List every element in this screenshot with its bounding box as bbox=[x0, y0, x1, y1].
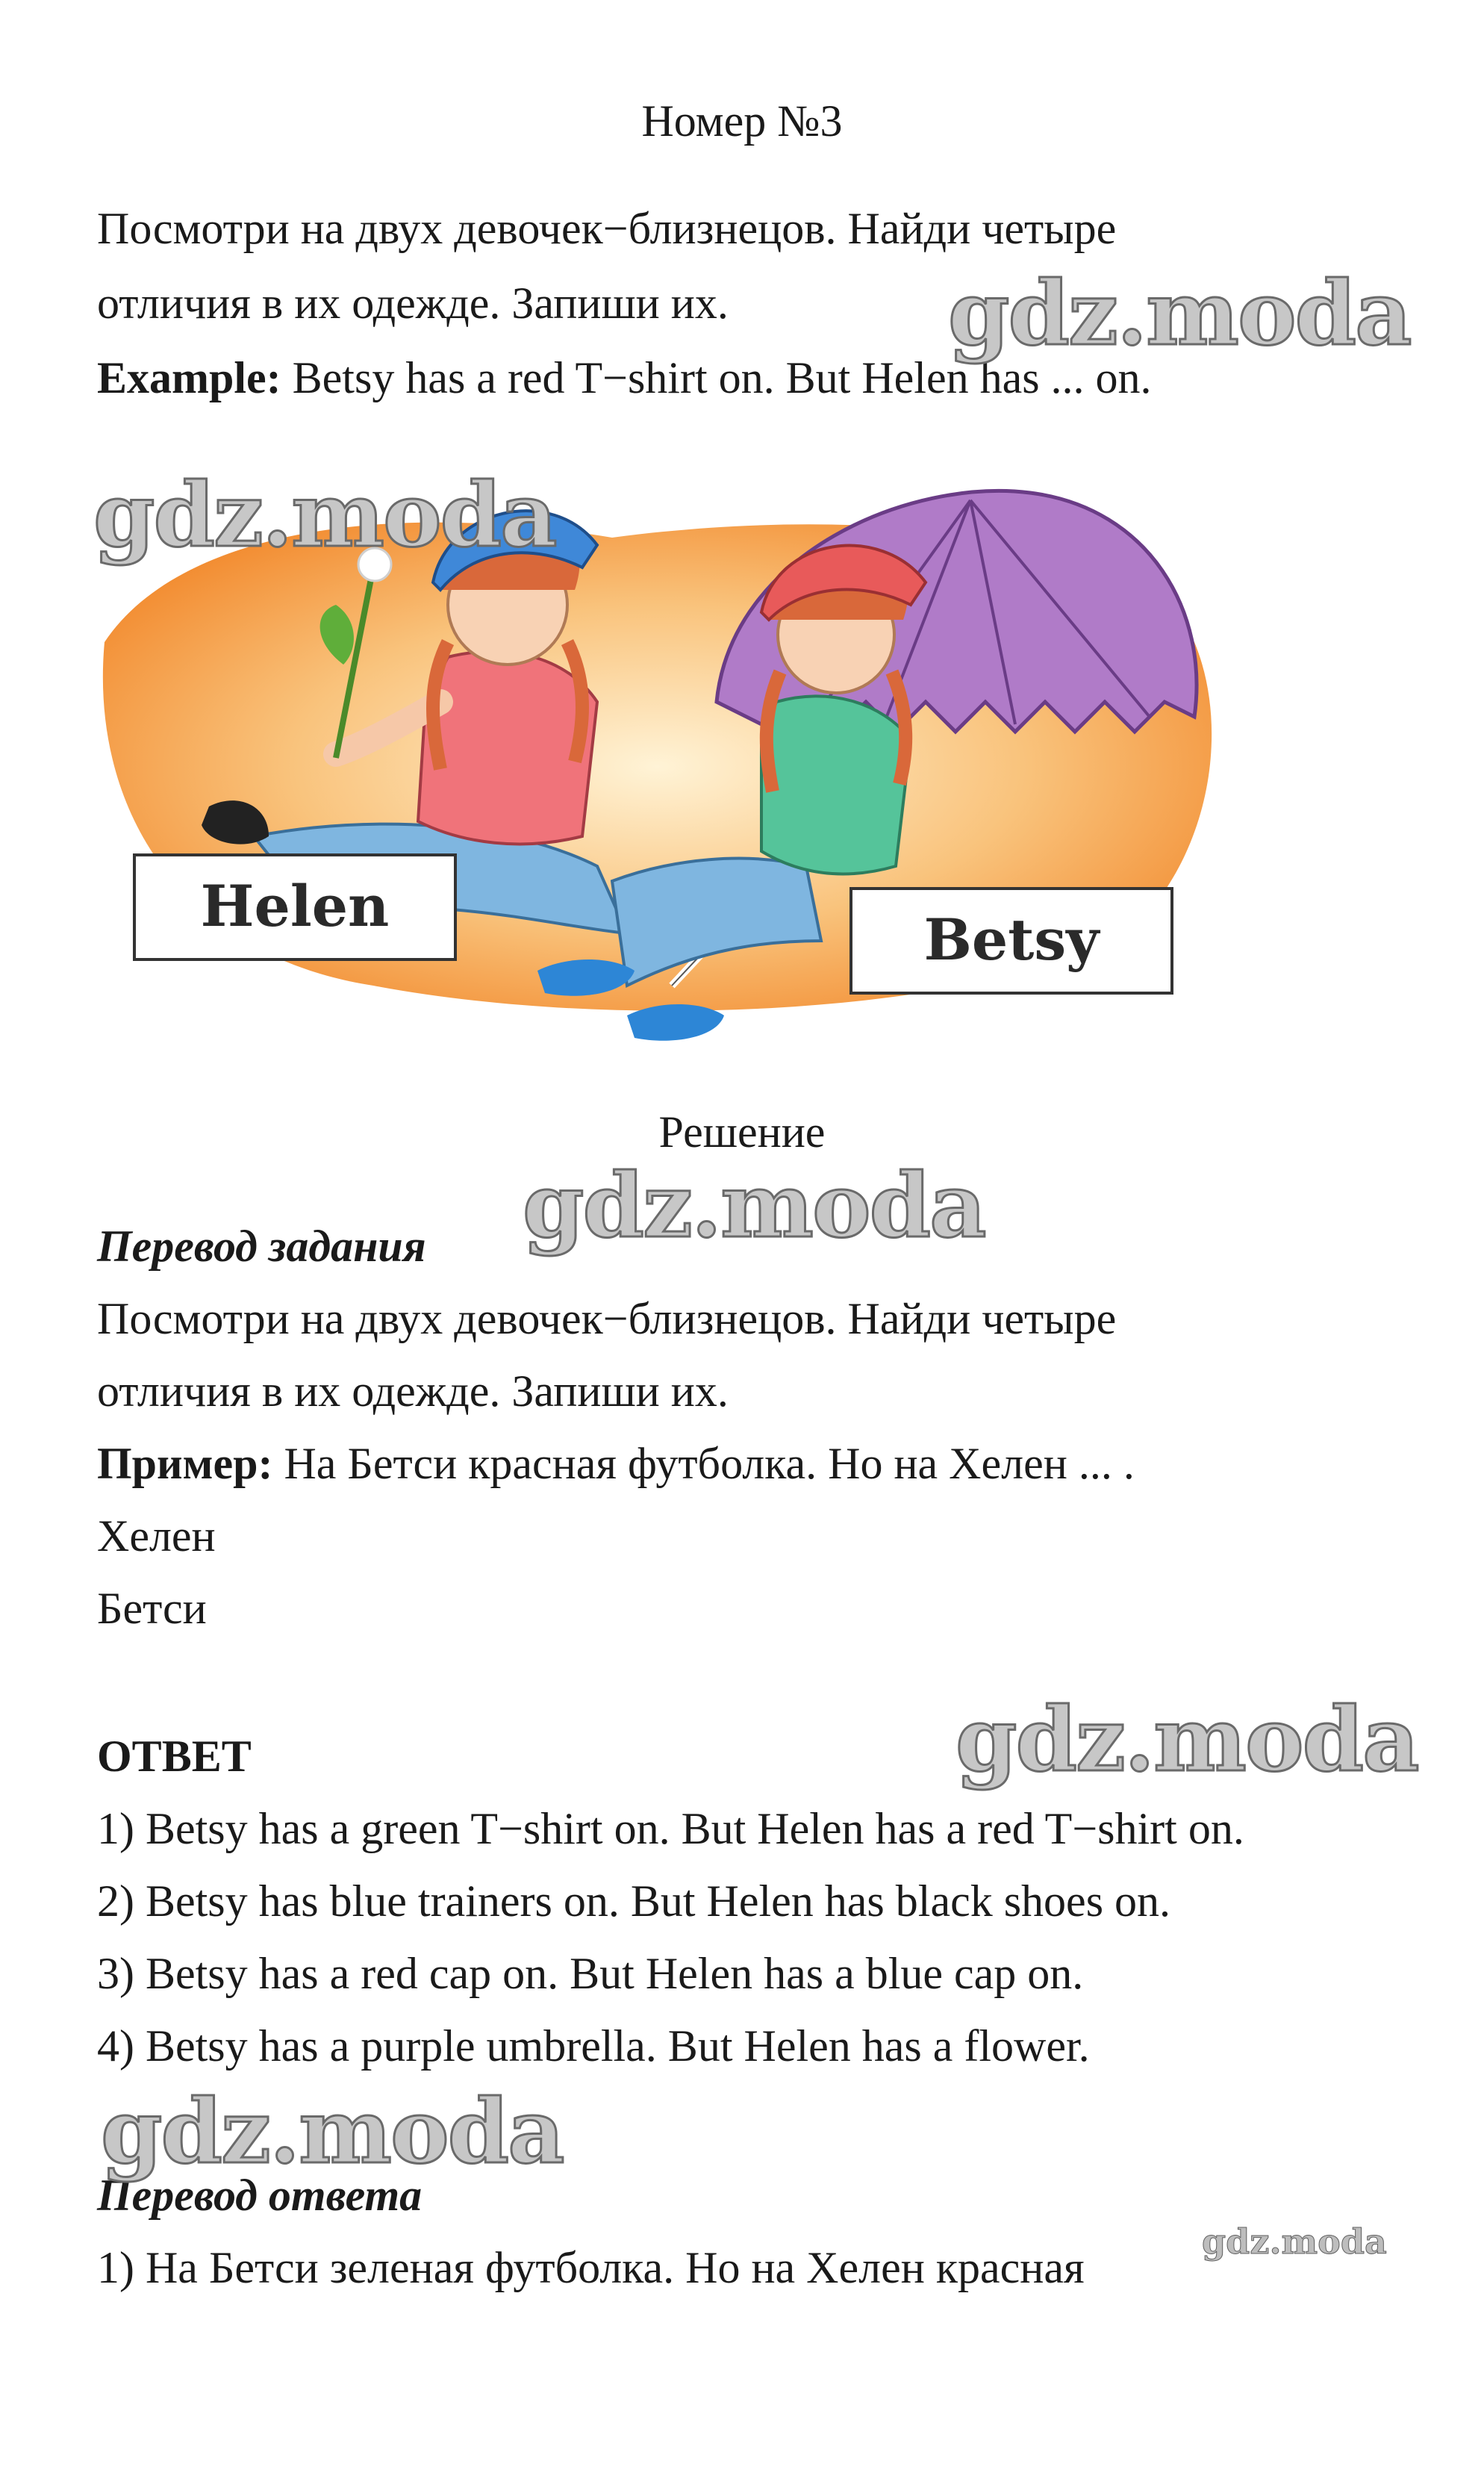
translation-example-text: На Бетси красная футболка. Но на Хелен ... . bbox=[272, 1439, 1135, 1488]
betsy-label: Betsy bbox=[923, 906, 1100, 973]
betsy-label-box bbox=[851, 889, 1172, 993]
example-text: Betsy has a red T−shirt on. But Helen has ... on. bbox=[281, 353, 1152, 402]
watermark: gdz.moda bbox=[93, 463, 556, 567]
name-betsy: Бетси bbox=[97, 1584, 207, 1633]
helen-label-box bbox=[134, 855, 455, 959]
answer-item-2: 2) Betsy has blue trainers on. But Helen has black shoes on. bbox=[97, 1876, 1171, 1926]
name-helen: Хелен bbox=[97, 1511, 216, 1561]
translation-example bbox=[97, 1437, 1135, 1490]
solution-heading: Решение bbox=[658, 1107, 826, 1157]
answer-item-1: 1) Betsy has a green T−shirt on. But Helen has a red T−shirt on. bbox=[97, 1804, 1244, 1853]
translation-line-2: отличия в их одежде. Запиши их. bbox=[97, 1366, 729, 1416]
answer-translation-line-1: 1) На Бетси зеленая футболка. Но на Хелен красная bbox=[97, 2243, 1085, 2292]
watermark: gdz.moda bbox=[948, 261, 1411, 365]
task-line-1: Посмотри на двух девочек−близнецов. Найди четыре bbox=[97, 204, 1117, 253]
helen-label: Helen bbox=[200, 873, 390, 939]
answer-item-4: 4) Betsy has a purple umbrella. But Helen has a flower. bbox=[97, 2021, 1090, 2071]
answer-translation-heading: Перевод ответа bbox=[97, 2171, 423, 2220]
watermark: gdz.moda bbox=[955, 1687, 1418, 1791]
watermark-small: gdz.moda bbox=[1202, 2221, 1387, 2262]
example-label: Example: bbox=[97, 353, 281, 402]
translation-example-label: Пример: bbox=[97, 1439, 273, 1488]
answer-item-3: 3) Betsy has a red cap on. But Helen has a blue cap on. bbox=[97, 1949, 1084, 1998]
page-title: Номер №3 bbox=[641, 96, 843, 146]
translation-line-1: Посмотри на двух девочек−близнецов. Найди четыре bbox=[97, 1294, 1117, 1343]
watermark: gdz.moda bbox=[101, 2080, 564, 2183]
translation-heading: Перевод задания bbox=[97, 1222, 426, 1271]
watermark: gdz.moda bbox=[523, 1154, 985, 1257]
task-line-2: отличия в их одежде. Запиши их. bbox=[97, 279, 729, 328]
answer-heading: ОТВЕТ bbox=[97, 1732, 252, 1781]
